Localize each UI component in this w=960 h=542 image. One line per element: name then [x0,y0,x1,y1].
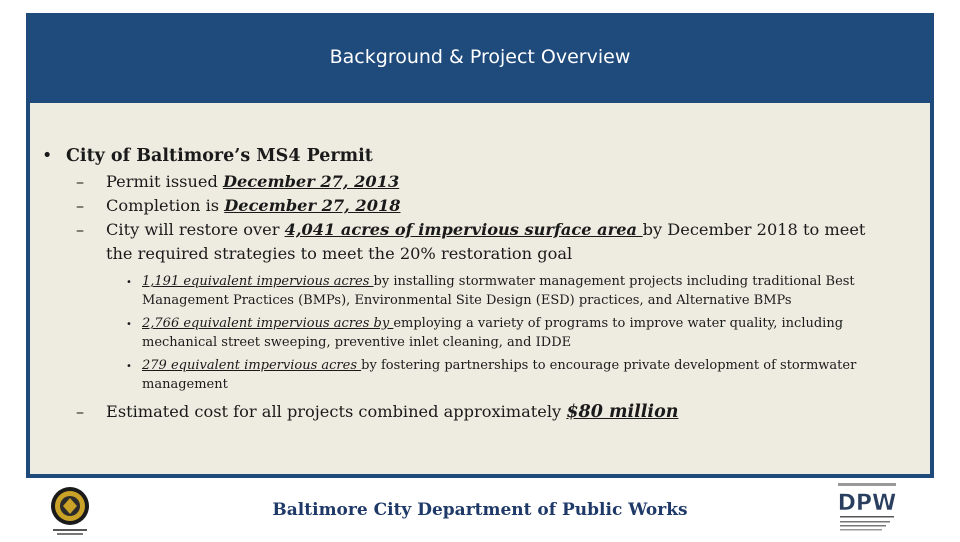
cost-text: Estimated cost for all projects combined approximately [106,402,567,421]
sub-item-text: City will restore over [106,220,285,239]
cost-emphasis: $80 million [566,402,679,422]
sub-item-suffix: by December 2018 to meet the required strategies to meet the 20% restoration goal [106,220,866,263]
bullet-dot-icon: • [126,319,132,330]
footer-title: Baltimore City Department of Public Works [272,500,688,520]
detail-emphasis: 1,191 equivalent impervious acres [142,274,374,289]
detail-emphasis: 279 equivalent impervious acres [142,358,362,373]
main-bullet [42,146,922,166]
dash-icon: – [76,402,85,421]
sub-item-text: Permit issued [106,172,223,191]
sub-item-text: Completion is [106,196,225,215]
dash-icon: – [76,196,85,215]
cost-list [42,400,922,424]
slide-title: Background & Project Overview [329,46,631,68]
cost-item [42,400,922,424]
sub-item-emphasis: December 27, 2013 [222,172,400,191]
main-bullet-text: City of Baltimore’s MS4 Permit [66,146,373,166]
sub-item [42,194,922,218]
sub-item [42,218,922,266]
detail-item [126,272,922,310]
bullet-dot-icon: • [126,361,132,372]
sub-item [42,170,922,194]
bullet-dot-icon: • [42,146,53,166]
dash-icon: – [76,172,85,191]
detail-text: employing a variety of programs to improve water quality, including mechanical street sweeping, preventive inlet cleaning, and IDDE [142,316,844,350]
main-bullet-list [42,146,922,424]
sub-item-emphasis: December 27, 2018 [224,196,401,215]
detail-list [126,272,922,394]
slide-footer [0,478,960,540]
dash-icon: – [76,220,85,239]
detail-item [126,356,922,394]
detail-emphasis: 2,766 equivalent impervious acres by [142,316,394,331]
bullet-dot-icon: • [126,277,132,288]
slide-frame [26,13,934,478]
sub-list [42,170,922,266]
detail-text: by fostering partnerships to encourage private development of stormwater management [142,358,857,392]
slide-content [30,103,930,474]
svg-text:DPW: DPW [837,491,897,516]
slide-header [26,13,934,101]
detail-item [126,314,922,352]
detail-text: by installing stormwater management projects including traditional Best Management Practices (BMPs), Environmental Site Design (ESD) practices, and Alternative BMPs [142,274,855,308]
sub-item-emphasis: 4,041 acres of impervious surface area [284,220,643,239]
dpw-logo-icon [836,481,900,537]
